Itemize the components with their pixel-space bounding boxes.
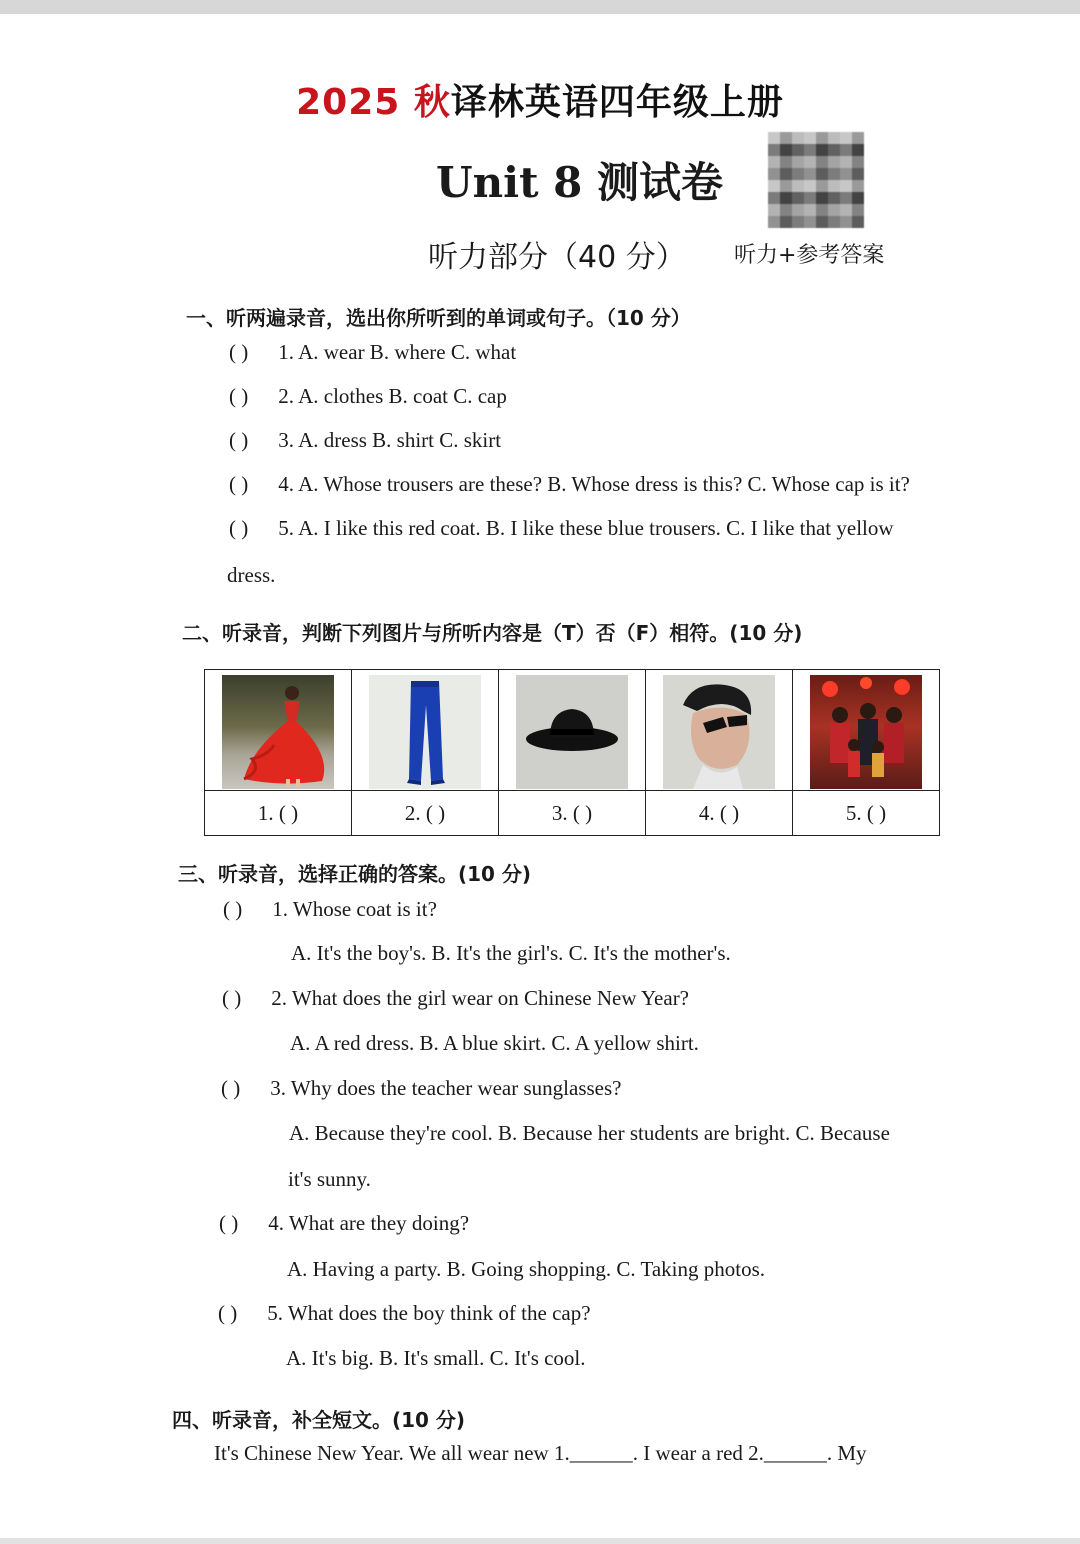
question: ( ) 2. What does the girl wear on Chinese New Year?: [222, 986, 690, 1010]
section2-heading: 二、听录音，判断下列图片与所听内容是（T）否（F）相符。(10 分): [182, 621, 803, 645]
page-title: [0, 74, 1080, 125]
question: ( ) 3. Why does the teacher wear sunglasses?: [221, 1076, 622, 1100]
picture-label: 2. ( ): [352, 791, 499, 836]
picture-label: 3. ( ): [499, 791, 646, 836]
bottom-border: [0, 1538, 1080, 1544]
listening-answer-link: 听力+参考答案: [734, 243, 885, 268]
list-item: ( ) 1. A. wear B. where C. what: [229, 340, 517, 364]
list-item: ( ) 3. A. dress B. shirt C. skirt: [229, 428, 502, 452]
list-item: ( ) 2. A. clothes B. coat C. cap: [229, 384, 507, 408]
list-item: ( ) 5. A. I like this red coat. B. I like these blue trousers. C. I like that yellow: [229, 516, 894, 540]
black-hat-image: [516, 675, 628, 789]
top-border: [0, 0, 1080, 14]
answer-options: A. It's big. B. It's small. C. It's cool.: [286, 1346, 586, 1370]
answer-options: A. A red dress. B. A blue skirt. C. A yellow shirt.: [290, 1031, 699, 1055]
section4-heading: 四、听录音，补全短文。(10 分): [172, 1408, 466, 1432]
blue-trousers-image: [369, 675, 481, 789]
section1-heading: 一、听两遍录音，选出你所听到的单词或句子。（10 分）: [186, 306, 691, 330]
section3-heading: 三、听录音，选择正确的答案。(10 分): [178, 862, 532, 886]
question: ( ) 5. What does the boy think of the cap?: [218, 1301, 591, 1325]
woman-red-dress-image: [222, 675, 334, 789]
picture-label: 4. ( ): [646, 791, 793, 836]
man-sunglasses-image: [663, 675, 775, 789]
title-text: 译林英语四年级上册: [450, 82, 784, 123]
answer-options: A. It's the boy's. B. It's the girl's. C. It's the mother's.: [291, 941, 731, 965]
question: ( ) 1. Whose coat is it?: [223, 897, 437, 921]
list-item: ( ) 4. A. Whose trousers are these? B. Whose dress is this? C. Whose cap is it?: [229, 472, 910, 496]
listening-section-title: 听力部分（40 分）: [428, 240, 686, 275]
answer-options-continuation: it's sunny.: [288, 1167, 371, 1191]
picture-table: [204, 669, 940, 836]
qr-code-icon: [768, 132, 864, 228]
cloze-text: It's Chinese New Year. We all wear new 1.______. I wear a red 2.______. My: [214, 1441, 867, 1465]
list-item-continuation: dress.: [227, 563, 276, 587]
unit-title: Unit 8 测试卷: [436, 158, 723, 207]
title-season: 秋: [413, 82, 451, 123]
picture-label: 5. ( ): [793, 791, 940, 836]
answer-options: A. Because they're cool. B. Because her students are bright. C. Because: [289, 1121, 890, 1145]
question: ( ) 4. What are they doing?: [219, 1211, 470, 1235]
family-new-year-image: [810, 675, 922, 789]
title-year: 2025: [296, 82, 401, 123]
answer-options: A. Having a party. B. Going shopping. C. Taking photos.: [287, 1257, 766, 1281]
picture-label: 1. ( ): [205, 791, 352, 836]
